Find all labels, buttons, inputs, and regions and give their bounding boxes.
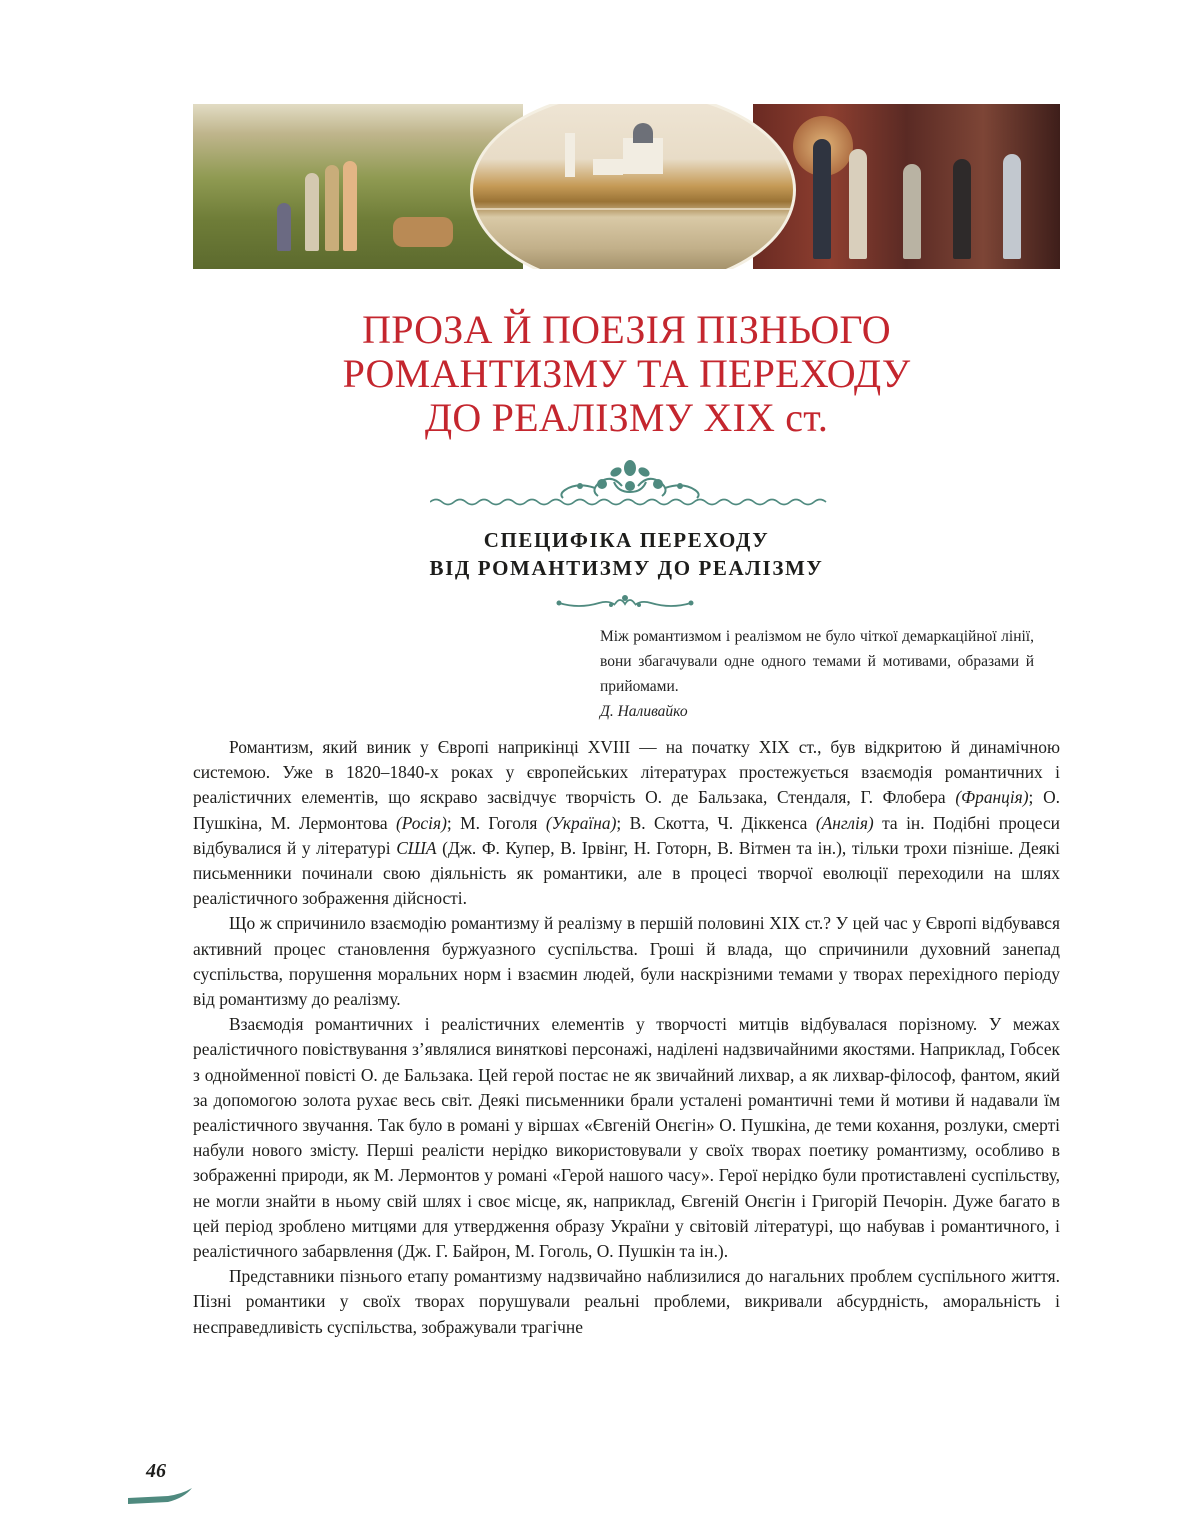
subtitle-line: ВІД РОМАНТИЗМУ ДО РЕАЛІЗМУ bbox=[429, 556, 824, 580]
text-segment: ; О. Пушкіна, М. Лермонтова bbox=[193, 787, 1060, 833]
cow-shape bbox=[393, 217, 453, 247]
text-segment: ; М. Гоголя bbox=[446, 812, 546, 833]
body-paragraph bbox=[193, 735, 1060, 911]
church-shape bbox=[623, 138, 663, 174]
figure-shape bbox=[903, 164, 921, 259]
bell-tower-shape bbox=[565, 133, 575, 177]
text-segment: Представники пізнього етапу романтизму надзвичайно наблизилися до нагальних проблем суспільного життя. Пізні романтики у своїх творах порушували реальні проблеми, викривали абсурдність, аморальність і несправедливість суспільства, зображували трагічне bbox=[193, 1266, 1060, 1337]
figure-shape bbox=[813, 139, 831, 259]
water-reflection bbox=[473, 208, 793, 210]
figure-shape bbox=[849, 149, 867, 259]
italic-text: (Франція) bbox=[955, 787, 1029, 808]
text-segment: (Дж. Ф. Купер, В. Ірвінг, Н. Готорн, В. Вітмен та ін.), тільки трохи пізніше. Деякі письменники починали свою діяльність як романтики, але в процесі творчої еволюції переходили на шлях реалістичного зображення дійсності. bbox=[193, 837, 1060, 909]
title-line: РОМАНТИЗМУ ТА ПЕРЕХОДУ bbox=[342, 351, 911, 396]
header-banner bbox=[193, 104, 1060, 269]
title-line: ДО РЕАЛІЗМУ XIX ст. bbox=[424, 395, 829, 440]
subtitle-line: СПЕЦИФІКА ПЕРЕХОДУ bbox=[483, 528, 770, 552]
body-paragraph bbox=[193, 1264, 1060, 1340]
figure-shape bbox=[1003, 154, 1021, 259]
italic-text: (Англія) bbox=[815, 812, 874, 833]
building-shape bbox=[593, 159, 623, 175]
text-segment: та ін. Подібні процеси відбувалися й у літературі bbox=[193, 812, 1060, 858]
section-heading bbox=[193, 526, 1060, 582]
figure-shape bbox=[277, 203, 291, 251]
body-paragraph bbox=[193, 1012, 1060, 1264]
italic-text: (Росія) bbox=[395, 812, 447, 833]
small-divider-icon bbox=[555, 592, 695, 614]
figure-shape bbox=[305, 173, 319, 251]
page-swoosh-icon bbox=[128, 1488, 194, 1506]
title-line: ПРОЗА Й ПОЕЗІЯ ПІЗНЬОГО bbox=[362, 307, 891, 352]
body-text bbox=[193, 735, 1060, 1340]
figure-shape bbox=[343, 161, 357, 251]
text-segment: Взаємодія романтичних і реалістичних елементів у творчості митців відбувалася порізному. У межах реалістичного повіствування з’являлися виняткові персонажі, наділені надзвичайними якостями. Наприклад, Гобсек з однойменної повісті О. де Бальзака. Цей герой постає не як звичайний лихвар, а як лихвар-філософ, фантом, який за допомогою золота рухає весь світ. Деякі письменники брали усталені романтичні теми й мотиви й надавали їм реалістичного звучання. Так було в романі у віршах «Євгеній Онєгін» О. Пушкіна, де теми кохання, розлуки, смерті набули нового змісту. Перші реалісти нерідко використовували у своїх творах поетику романтизму, особливо в зображенні природи, як М. Лермонтов у романі «Герой нашого часу». Герої нерідко були протиставлені суспільству, не могли знайти в ньому свій шлях і своє місце, як, наприклад, Євгеній Онєгін і Григорій Печорін. Дуже багато в цей період зроблено митцями для утвердження образу України у світовій літературі, що набував і романтичного, і реалістичного забарвлення (Дж. Г. Байрон, М. Гоголь, О. Пушкін та ін.). bbox=[193, 1014, 1060, 1262]
page-title bbox=[193, 308, 1060, 440]
figure-shape bbox=[953, 159, 971, 259]
concert-hall-painting bbox=[753, 104, 1060, 269]
text-segment: ; В. Скотта, Ч. Діккенса bbox=[616, 812, 816, 833]
text-segment: Що ж спричинило взаємодію романтизму й реалізму в першій половині XIX ст.? У цей час у Європі відбувався активний процес становлення буржуазного суспільства. Гроші й влада, що спричинили духовний занепад суспільства, порушення моральних норм і взаємин людей, були наскрізними темами у творах перехідного періоду від романтизму до реалізму. bbox=[193, 913, 1060, 1010]
floral-divider-icon bbox=[430, 458, 830, 508]
italic-text: США bbox=[396, 837, 437, 858]
epigraph-text: Між романтизмом і реалізмом не було чіткої демаркаційної лінії, вони збагачували одне одного темами й мотивами, образами й прийомами. bbox=[600, 628, 1034, 695]
epigraph bbox=[600, 624, 1034, 724]
dome-shape bbox=[633, 123, 653, 143]
body-paragraph bbox=[193, 911, 1060, 1012]
page-number: 46 bbox=[146, 1460, 166, 1482]
epigraph-author: Д. Наливайко bbox=[600, 703, 688, 720]
text-segment: Романтизм, який виник у Європі наприкінці XVIII — на початку XIX ст., був відкритою й динамічною системою. Уже в 1820–1840-х роках у європейських літературах простежується взаємодія романтичних і реалістичних елементів, що яскраво засвідчує творчість О. де Бальзака, Стендаля, Г. Флобера bbox=[193, 737, 1060, 808]
italic-text: (Україна) bbox=[545, 812, 617, 833]
figure-shape bbox=[325, 165, 339, 251]
river-monastery-painting bbox=[470, 104, 796, 269]
